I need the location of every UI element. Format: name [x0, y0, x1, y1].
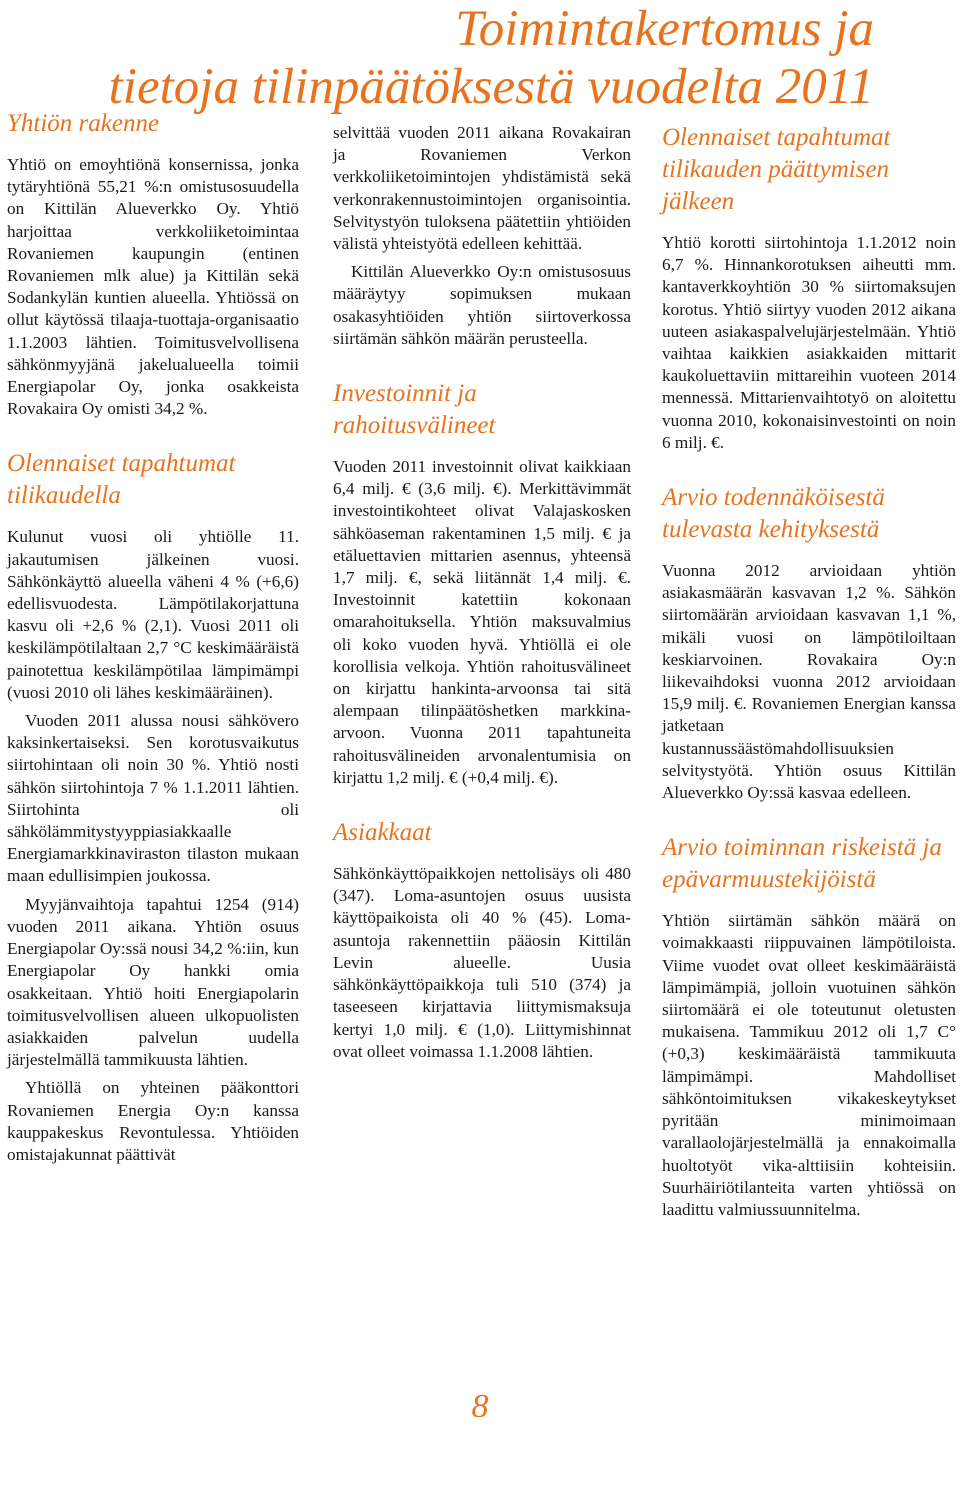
- page-number: 8: [471, 1388, 489, 1425]
- paragraph: Vuoden 2011 alussa nousi sähkövero kaksinkertaiseksi. Sen korotusvaikutus siirtohintaan oli noin 30 %. Yhtiö nosti sähkön siirtohintoja 7 % 1.1.2011 lähtien. Siirtohinta oli sähkölämmitystyyppiasiakkaalle Energiamarkkinaviraston tilaston mukaan maan edullisimpien joukossa.: [7, 711, 299, 886]
- heading-asiakkaat: Asiakkaat: [333, 819, 432, 847]
- heading-olennaiset-tapahtumat-jalkeen: Olennaiset tapahtumat tilikauden päättymisen jälkeen: [662, 124, 891, 215]
- heading-investoinnit: Investoinnit ja rahoitusvälineet: [333, 380, 496, 440]
- paragraph: Kulunut vuosi oli yhtiölle 11. jakautumisen jälkeinen vuosi. Sähkönkäyttö alueella väheni 4 % (+6,6) edellisvuodesta. Lämpötilakorjattuna kasvu oli +2,6 % (2,1). Vuosi 2011 oli keskilämpötilaltaan 2,7 °C keskimääräistä painotettua keskilämpötilaa lämpimämpi (vuosi 2010 oli lähes keskimääräinen).: [7, 527, 299, 702]
- heading-arvio-kehityksesta: Arvio todennäköisestä tulevasta kehityksestä: [662, 484, 885, 544]
- paragraph: Myyjänvaihtoja tapahtui 1254 (914) vuoden 2011 aikana. Yhtiön osuus Energiapolar Oy:ssä nousi 34,2 %:iin, kun Energiapolar Oy hankki omia osakkeitaan. Yhtiö hoiti Energiapolarin toimitusvelvollisen alueen ulkopuolisten asiakkaiden palvelun uudella järjestelmällä tammikuusta lähtien.: [7, 894, 299, 1070]
- paragraph: Yhtiöllä on yhteinen pääkonttori Rovaniemen Energia Oy:n kanssa kauppakeskus Revontulessa. Yhtiöiden omistajakunnat päättivät: [7, 1078, 299, 1164]
- column-right: [662, 122, 956, 1227]
- paragraph: Yhtiö korotti siirtohintoja 1.1.2012 noin 6,7 %. Hinnankorotuksen aiheutti mm. kantaverkkoyhtiön 30 % siirtomaksujen korotus. Yhtiö siirtyy vuoden 2012 aikana uuteen asiakaspalvelujärjestelmään. Yhtiö vaihtaa kaikkien asiakkaiden mittarit kaukoluettaviin mittareihin vuoteen 2014 mennessä. Mittarienvaihtotyö on aloitettu vuonna 2010, kokonaisinvestointi on noin 6 milj. €.: [662, 233, 956, 452]
- page-title-line-2: tietoja tilinpäätöksestä vuodelta 2011: [108, 59, 874, 115]
- column-left: [7, 108, 299, 1172]
- heading-yhtion-rakenne: Yhtiön rakenne: [7, 110, 160, 137]
- page-title-line-1: Toimintakertomus ja: [455, 1, 874, 57]
- column-middle: [333, 122, 631, 1069]
- heading-olennaiset-tapahtumat: Olennaiset tapahtumat tilikaudella: [7, 450, 236, 510]
- paragraph: Vuoden 2011 investoinnit olivat kaikkiaan 6,4 milj. € (3,6 milj. €). Merkittävimmät investointikohteet olivat Valajaskosken sähköaseman rakentaminen 1,5 milj. € ja etäluettavien mittarien asennus, yhteensä 1,7 milj. €, sekä liitännät 1,4 milj. €. Investoinnit katettiin kokonaan omarahoituksella. Yhtiön maksuvalmius oli koko vuoden hyvä. Yhtiöllä ei ole korollisia velkoja. Yhtiön rahoitusvälineet on kirjattu hankinta-arvoonsa tai sitä alempaan tilinpäätöshetken markkina-arvoon. Vuonna 2011 tapahtuneita rahoitusvälineiden arvonalentumisia on kirjattu 1,2 milj. € (+0,4 milj. €).: [333, 457, 631, 787]
- paragraph: selvittää vuoden 2011 aikana Rovakairan ja Rovaniemen Verkon verkkoliiketoimintojen yhdistämistä sekä verkonrakennustoimintojen organisointia. Selvitystyön tuloksena päätettiin yhtiöiden välistä yhteistyötä edelleen kehittää.: [333, 123, 631, 254]
- heading-arvio-riskeista: Arvio toiminnan riskeistä ja epävarmuustekijöistä: [662, 834, 942, 894]
- paragraph: Yhtiön siirtämän sähkön määrä on voimakkaasti riippuvainen lämpötiloista. Viime vuodet ovat olleet keskimääräistä lämpimämpiä, jolloin vuotuinen sähkön siirtomäärä ei ole toteutunut oletusten mukaisena. Tammikuu 2012 oli 1,7 C° (+0,3) keskimääräistä tammikuuta lämpimämpi. Mahdolliset sähköntoimituksen vikakeskeytykset pyritään minimoimaan varallaolojärjestelmällä ja ennakoimalla huoltotyöt vika-alttiisiin kohteisiin. Suurhäiriötilanteita varten yhtiössä on laadittu valmiussuunnitelma.: [662, 911, 956, 1219]
- page-title: [109, 0, 874, 116]
- paragraph: Yhtiö on emoyhtiönä konsernissa, jonka tytäryhtiönä 55,21 %:n omistusosuudella on Kittilän Alueverkko Oy. Yhtiö harjoittaa verkkoliiketoimintaa Rovaniemen kaupungin (entinen Rovaniemen mlk alue) ja Kittilän sekä Sodankylän kuntien alueella. Yhtiössä on ollut käytössä tilaaja-tuottaja-organisaatio 1.1.2003 lähtien. Toimitusvelvollisena sähkönmyyjänä jakelualueella toimii Energiapolar Oy, jonka osakkeista Rovakaira Oy omisti 34,2 %.: [7, 155, 299, 419]
- paragraph: Vuonna 2012 arvioidaan yhtiön asiakasmäärän kasvavan 1,2 %. Sähkön siirtomäärän arvioidaan kasvavan 1,1 %, mikäli vuosi on lämpötiloiltaan keskiarvoinen. Rovakaira Oy:n liikevaihdoksi vuonna 2012 arvioidaan 15,9 milj. €. Rovaniemen Energian kanssa jatketaan kustannussäästömahdollisuuksien selvitystyötä. Yhtiön osuus Kittilän Alueverkko Oy:ssä kasvaa edelleen.: [662, 561, 956, 803]
- paragraph: Sähkönkäyttöpaikkojen nettolisäys oli 480 (347). Loma-asuntojen osuus uusista käyttöpaikoista oli 40 % (45). Loma-asuntoja rakennettiin pääosin Kittilän Levin alueelle. Uusia sähkönkäyttöpaikkoja tuli 510 (374) ja taseeseen kirjattavia liittymismaksuja kertyi 1,0 milj. € (1,0). Liittymishinnat ovat olleet voimassa 1.1.2008 lähtien.: [333, 864, 631, 1061]
- paragraph: Kittilän Alueverkko Oy:n omistusosuus määräytyy sopimuksen mukaan osakasyhtiöiden yhtiön siirtoverkossa siirtämän sähkön määrän perusteella.: [333, 262, 631, 348]
